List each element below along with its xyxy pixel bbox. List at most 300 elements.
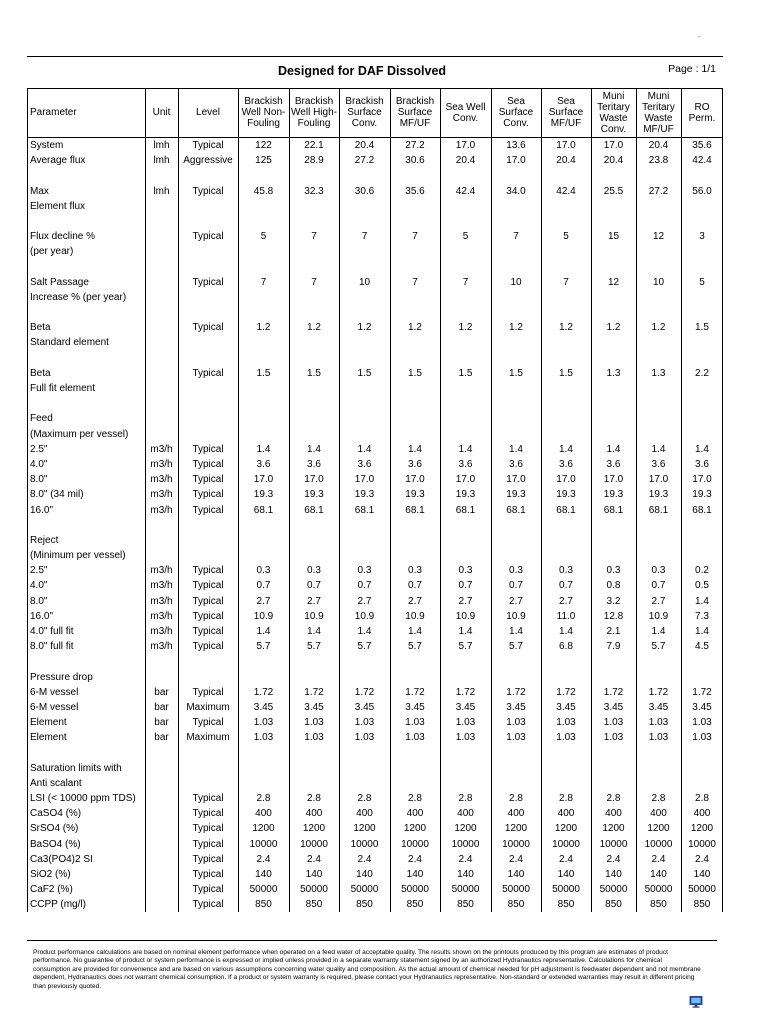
value-cell: 1200 (504, 823, 528, 835)
level-cell (178, 746, 238, 761)
value-cell (339, 305, 390, 320)
value-cell (636, 518, 681, 533)
value-cell: 12.8 (603, 610, 624, 622)
value-cell (541, 533, 591, 548)
value-cell (390, 533, 440, 548)
value-cell (541, 761, 591, 776)
value-cell: 42.4 (556, 185, 576, 197)
parameter-cell: Element (30, 732, 67, 744)
value-cell: 1.72 (405, 686, 425, 698)
column-header: Brackish Surface MF/UF (390, 88, 440, 138)
value-cell (289, 746, 339, 761)
parameter-cell: Flux decline % (30, 231, 96, 243)
value-cell (238, 244, 289, 259)
value-cell (339, 761, 390, 776)
value-cell (491, 214, 541, 229)
value-cell: 5.7 (458, 641, 473, 653)
value-cell (440, 335, 491, 350)
value-cell (440, 427, 491, 442)
value-cell: 2.1 (606, 626, 621, 637)
unit-cell (145, 290, 178, 305)
parameter-cell: 6-M vessel (30, 686, 79, 698)
value-cell: 3.45 (603, 701, 624, 713)
value-cell: 1.03 (304, 732, 324, 744)
level-cell (178, 305, 238, 320)
level-cell: Typical (192, 808, 224, 820)
value-cell (390, 654, 440, 669)
value-cell: 3.45 (692, 701, 712, 713)
value-cell: 2.4 (307, 853, 321, 865)
value-cell: 1.4 (307, 626, 321, 637)
value-cell: 20.4 (354, 140, 375, 151)
value-cell: 10000 (688, 838, 716, 850)
unit-cell (145, 366, 178, 381)
parameter-cell: LSI (< 10000 ppm TDS) (30, 793, 136, 805)
value-cell (390, 290, 440, 305)
value-cell (339, 244, 390, 259)
parameter-cell: 2.5" (30, 565, 48, 577)
value-cell: 7 (311, 276, 317, 288)
value-cell: 1.03 (506, 717, 526, 729)
value-cell (339, 351, 390, 366)
value-cell: 17.0 (603, 474, 624, 486)
value-cell (440, 548, 491, 563)
value-cell: 0.7 (458, 580, 473, 592)
value-cell (390, 305, 440, 320)
value-cell: 1.03 (354, 717, 375, 729)
parameter-cell (27, 168, 145, 183)
unit-cell (145, 168, 178, 183)
unit-cell: m3/h (150, 626, 173, 637)
parameter-cell (27, 260, 145, 275)
value-cell: 22.1 (304, 140, 324, 151)
value-cell: 2.7 (651, 595, 666, 607)
value-cell (491, 351, 541, 366)
value-cell: 2.7 (509, 595, 523, 607)
value-cell (541, 351, 591, 366)
value-cell: 0.7 (307, 580, 321, 592)
table-row (27, 685, 723, 700)
value-cell: 1.72 (354, 686, 375, 698)
table-row (27, 260, 723, 275)
top-rule (27, 56, 723, 57)
value-cell (681, 396, 723, 411)
value-cell: 3.6 (651, 458, 666, 470)
value-cell: 2.4 (509, 853, 523, 865)
value-cell (591, 518, 636, 533)
table-row (27, 609, 723, 624)
value-cell: 68.1 (556, 504, 576, 516)
column-header: Muni Teritary Waste Conv. (591, 88, 636, 138)
value-cell: 400 (305, 808, 323, 820)
value-cell: 1.03 (405, 732, 425, 744)
value-cell (339, 654, 390, 669)
value-cell: 17.0 (506, 474, 526, 486)
value-cell: 1.5 (458, 367, 473, 379)
value-cell: 68.1 (304, 504, 324, 516)
value-cell: 1.4 (357, 626, 372, 637)
value-cell: 19.3 (556, 489, 576, 501)
value-cell: 68.1 (405, 504, 425, 516)
value-cell: 42.4 (455, 185, 476, 197)
table-row (27, 806, 723, 821)
value-cell (289, 381, 339, 396)
value-cell (390, 168, 440, 183)
value-cell: 17.0 (506, 155, 526, 167)
level-cell: Typical (192, 580, 224, 592)
value-cell: 3.6 (559, 458, 573, 470)
table-row (27, 761, 723, 776)
column-header: Parameter (27, 88, 145, 138)
value-cell (491, 518, 541, 533)
value-cell: 19.3 (603, 489, 624, 501)
value-cell: 13.6 (506, 140, 526, 151)
value-cell (541, 548, 591, 563)
value-cell (636, 214, 681, 229)
value-cell (681, 533, 723, 548)
value-cell: 3.6 (509, 458, 523, 470)
value-cell: 17.0 (405, 474, 425, 486)
value-cell: 1.72 (455, 686, 476, 698)
value-cell (339, 335, 390, 350)
value-cell: 5.7 (509, 641, 523, 653)
level-cell (178, 381, 238, 396)
value-cell: 10000 (300, 838, 328, 850)
value-cell (491, 199, 541, 214)
value-cell: 1.4 (559, 626, 573, 637)
value-cell: 42.4 (692, 155, 712, 167)
unit-cell (145, 548, 178, 563)
value-cell (636, 411, 681, 426)
value-cell: 50000 (451, 884, 480, 896)
value-cell: 0.7 (357, 580, 372, 592)
value-cell: 400 (605, 808, 622, 820)
value-cell: 23.8 (648, 155, 669, 167)
value-cell: 35.6 (405, 185, 425, 197)
value-cell: 1200 (554, 823, 578, 835)
value-cell: 1.03 (603, 717, 624, 729)
value-cell (491, 260, 541, 275)
value-cell (440, 746, 491, 761)
value-cell (491, 746, 541, 761)
parameter-cell: 4.0" full fit (30, 626, 74, 637)
parameter-cell (27, 746, 145, 761)
unit-cell: m3/h (150, 565, 173, 577)
parameter-cell: 8.0" (34 mil) (30, 489, 84, 501)
level-cell (178, 396, 238, 411)
value-cell: 19.3 (506, 489, 526, 501)
value-cell: 1.72 (304, 686, 324, 698)
value-cell (390, 411, 440, 426)
value-cell: 0.8 (606, 580, 621, 592)
value-cell (681, 411, 723, 426)
value-cell (591, 381, 636, 396)
table-row (27, 563, 723, 578)
unit-cell: m3/h (150, 489, 173, 501)
value-cell (289, 214, 339, 229)
unit-cell (145, 837, 178, 852)
value-cell: 0.7 (651, 580, 666, 592)
value-cell: 1.72 (603, 686, 624, 698)
value-cell (390, 761, 440, 776)
value-cell: 12 (652, 231, 665, 243)
value-cell: 1.4 (509, 626, 523, 637)
value-cell: 1.4 (458, 626, 473, 637)
value-cell (339, 411, 390, 426)
unit-cell: m3/h (150, 595, 173, 607)
value-cell (591, 351, 636, 366)
value-cell: 1.2 (458, 322, 473, 334)
value-cell (440, 381, 491, 396)
level-cell: Typical (192, 367, 224, 379)
value-cell (636, 776, 681, 791)
value-cell (390, 260, 440, 275)
value-cell (440, 214, 491, 229)
value-cell: 2.8 (651, 793, 666, 805)
value-cell: 25.5 (603, 185, 624, 197)
unit-cell (145, 199, 178, 214)
unit-cell (145, 305, 178, 320)
value-cell: 10.9 (405, 610, 425, 622)
value-cell: 1200 (454, 823, 477, 835)
value-cell (440, 199, 491, 214)
parameter-cell: Element flux (30, 200, 86, 212)
value-cell: 1.5 (509, 367, 523, 379)
parameter-cell: 6-M vessel (30, 701, 79, 713)
value-cell: 10.9 (304, 610, 324, 622)
value-cell (681, 518, 723, 533)
value-cell (390, 548, 440, 563)
value-cell: 1.2 (307, 322, 321, 334)
value-cell: 2.7 (307, 595, 321, 607)
value-cell: 2.4 (256, 853, 271, 865)
value-cell (390, 351, 440, 366)
level-cell: Typical (192, 489, 224, 501)
value-cell: 0.2 (695, 565, 709, 577)
value-cell: 1.4 (651, 626, 666, 637)
table-row (27, 305, 723, 320)
value-cell: 19.3 (354, 489, 375, 501)
table-row (27, 168, 723, 183)
value-cell (440, 670, 491, 685)
value-cell: 5.7 (256, 641, 271, 653)
value-cell (636, 548, 681, 563)
parameter-cell: SiO2 (%) (30, 869, 71, 880)
value-cell: 1.2 (606, 322, 621, 334)
unit-cell (145, 320, 178, 335)
value-cell: 2.4 (695, 853, 709, 865)
design-guidelines-table-container (27, 88, 723, 912)
value-cell: 2.7 (357, 595, 372, 607)
level-cell (178, 670, 238, 685)
value-cell: 850 (356, 899, 373, 911)
value-cell: 850 (305, 899, 323, 911)
value-cell: 1.2 (651, 322, 666, 334)
value-cell (289, 199, 339, 214)
unit-cell (145, 776, 178, 791)
value-cell (289, 654, 339, 669)
value-cell (681, 260, 723, 275)
value-cell: 45.8 (253, 185, 274, 197)
value-cell: 50000 (249, 884, 278, 896)
value-cell (238, 670, 289, 685)
value-cell: 50000 (644, 884, 673, 896)
value-cell (591, 305, 636, 320)
value-cell: 3.45 (556, 701, 576, 713)
value-cell (681, 214, 723, 229)
parameter-cell (27, 518, 145, 533)
parameter-cell: System (30, 140, 64, 151)
table-row (27, 184, 723, 199)
unit-cell: bar (154, 732, 169, 744)
parameter-cell: 8.0" full fit (30, 641, 74, 653)
level-cell: Typical (192, 884, 224, 896)
value-cell: 7.9 (606, 641, 621, 653)
unit-cell: m3/h (150, 580, 173, 592)
value-cell (541, 260, 591, 275)
unit-cell: bar (154, 717, 169, 729)
value-cell: 27.2 (354, 155, 375, 167)
value-cell: 11.0 (556, 610, 576, 622)
level-cell (178, 260, 238, 275)
parameter-cell: 16.0" (30, 610, 54, 622)
value-cell (591, 411, 636, 426)
value-cell: 1.03 (405, 717, 425, 729)
level-cell (178, 244, 238, 259)
level-cell: Maximum (186, 732, 230, 744)
parameter-cell: 8.0" (30, 595, 48, 607)
value-cell (491, 776, 541, 791)
monitor-icon[interactable] (689, 995, 703, 1009)
value-cell: 1200 (302, 823, 326, 835)
unit-cell (145, 214, 178, 229)
table-row (27, 624, 723, 639)
parameter-cell: CaF2 (%) (30, 884, 73, 896)
value-cell (238, 214, 289, 229)
value-cell: 5 (260, 231, 267, 243)
value-cell: 1.4 (256, 443, 271, 455)
value-cell: 400 (457, 808, 474, 820)
table-row (27, 882, 723, 897)
value-cell (636, 396, 681, 411)
level-cell (178, 548, 238, 563)
parameter-cell: 4.0" (30, 458, 48, 470)
parameter-cell (27, 654, 145, 669)
value-cell (541, 305, 591, 320)
value-cell: 1.5 (256, 367, 271, 379)
level-cell: Typical (192, 322, 224, 334)
value-cell: 2.7 (256, 595, 271, 607)
unit-cell (145, 654, 178, 669)
value-cell: 3.6 (458, 458, 473, 470)
value-cell: 3.6 (695, 458, 709, 470)
value-cell: 1.5 (307, 367, 321, 379)
value-cell: 19.3 (648, 489, 669, 501)
level-cell (178, 214, 238, 229)
level-cell: Typical (192, 869, 224, 880)
value-cell (681, 168, 723, 183)
value-cell (681, 305, 723, 320)
value-cell: 140 (255, 869, 272, 880)
value-cell: 1.03 (253, 717, 274, 729)
value-cell: 1200 (353, 823, 376, 835)
design-guidelines-table (27, 88, 723, 913)
value-cell (491, 548, 541, 563)
value-cell: 7.3 (695, 610, 709, 622)
value-cell: 2.7 (458, 595, 473, 607)
value-cell: 2.8 (695, 793, 709, 805)
value-cell: 0.3 (458, 565, 473, 577)
parameter-cell: Max (30, 185, 49, 197)
level-cell: Typical (192, 185, 224, 197)
level-cell: Typical (192, 231, 224, 243)
value-cell: 5 (462, 231, 469, 243)
value-cell (591, 548, 636, 563)
value-cell (339, 533, 390, 548)
value-cell (238, 199, 289, 214)
page-number: Page : 1/1 (668, 63, 716, 75)
footer-rule (27, 940, 717, 941)
value-cell: 10000 (401, 838, 429, 850)
value-cell: 1200 (690, 823, 714, 835)
value-cell: 3.6 (307, 458, 321, 470)
value-cell: 400 (406, 808, 424, 820)
parameter-cell: Feed (30, 413, 53, 425)
value-cell (440, 260, 491, 275)
value-cell: 68.1 (692, 504, 712, 516)
value-cell (289, 335, 339, 350)
level-cell (178, 290, 238, 305)
table-row (27, 837, 723, 852)
value-cell: 1200 (403, 823, 427, 835)
value-cell: 27.2 (405, 140, 425, 151)
value-cell (491, 290, 541, 305)
value-cell (390, 381, 440, 396)
level-cell: Aggressive (183, 155, 233, 167)
value-cell: 1.03 (648, 717, 669, 729)
table-row (27, 670, 723, 685)
table-row (27, 700, 723, 715)
table-header-row (27, 88, 723, 138)
table-row (27, 715, 723, 730)
level-cell: Typical (192, 838, 224, 850)
value-cell: 20.4 (603, 155, 624, 167)
unit-cell (145, 411, 178, 426)
table-row (27, 229, 723, 244)
level-cell: Typical (192, 641, 224, 653)
value-cell: 140 (305, 869, 323, 880)
level-cell (178, 168, 238, 183)
level-cell: Typical (192, 565, 224, 577)
value-cell: 1.5 (408, 367, 422, 379)
value-cell (390, 776, 440, 791)
value-cell: 20.4 (648, 140, 669, 151)
value-cell: 7 (462, 276, 469, 288)
value-cell: 400 (693, 808, 711, 820)
value-cell: 7 (563, 276, 569, 288)
level-cell (178, 351, 238, 366)
value-cell: 122 (255, 140, 272, 151)
value-cell (636, 746, 681, 761)
value-cell: 400 (507, 808, 525, 820)
table-row (27, 275, 723, 290)
value-cell (289, 351, 339, 366)
value-cell (289, 533, 339, 548)
unit-cell (145, 381, 178, 396)
value-cell (289, 427, 339, 442)
level-cell: Typical (192, 823, 224, 835)
parameter-cell: (Maximum per vessel) (30, 428, 129, 440)
